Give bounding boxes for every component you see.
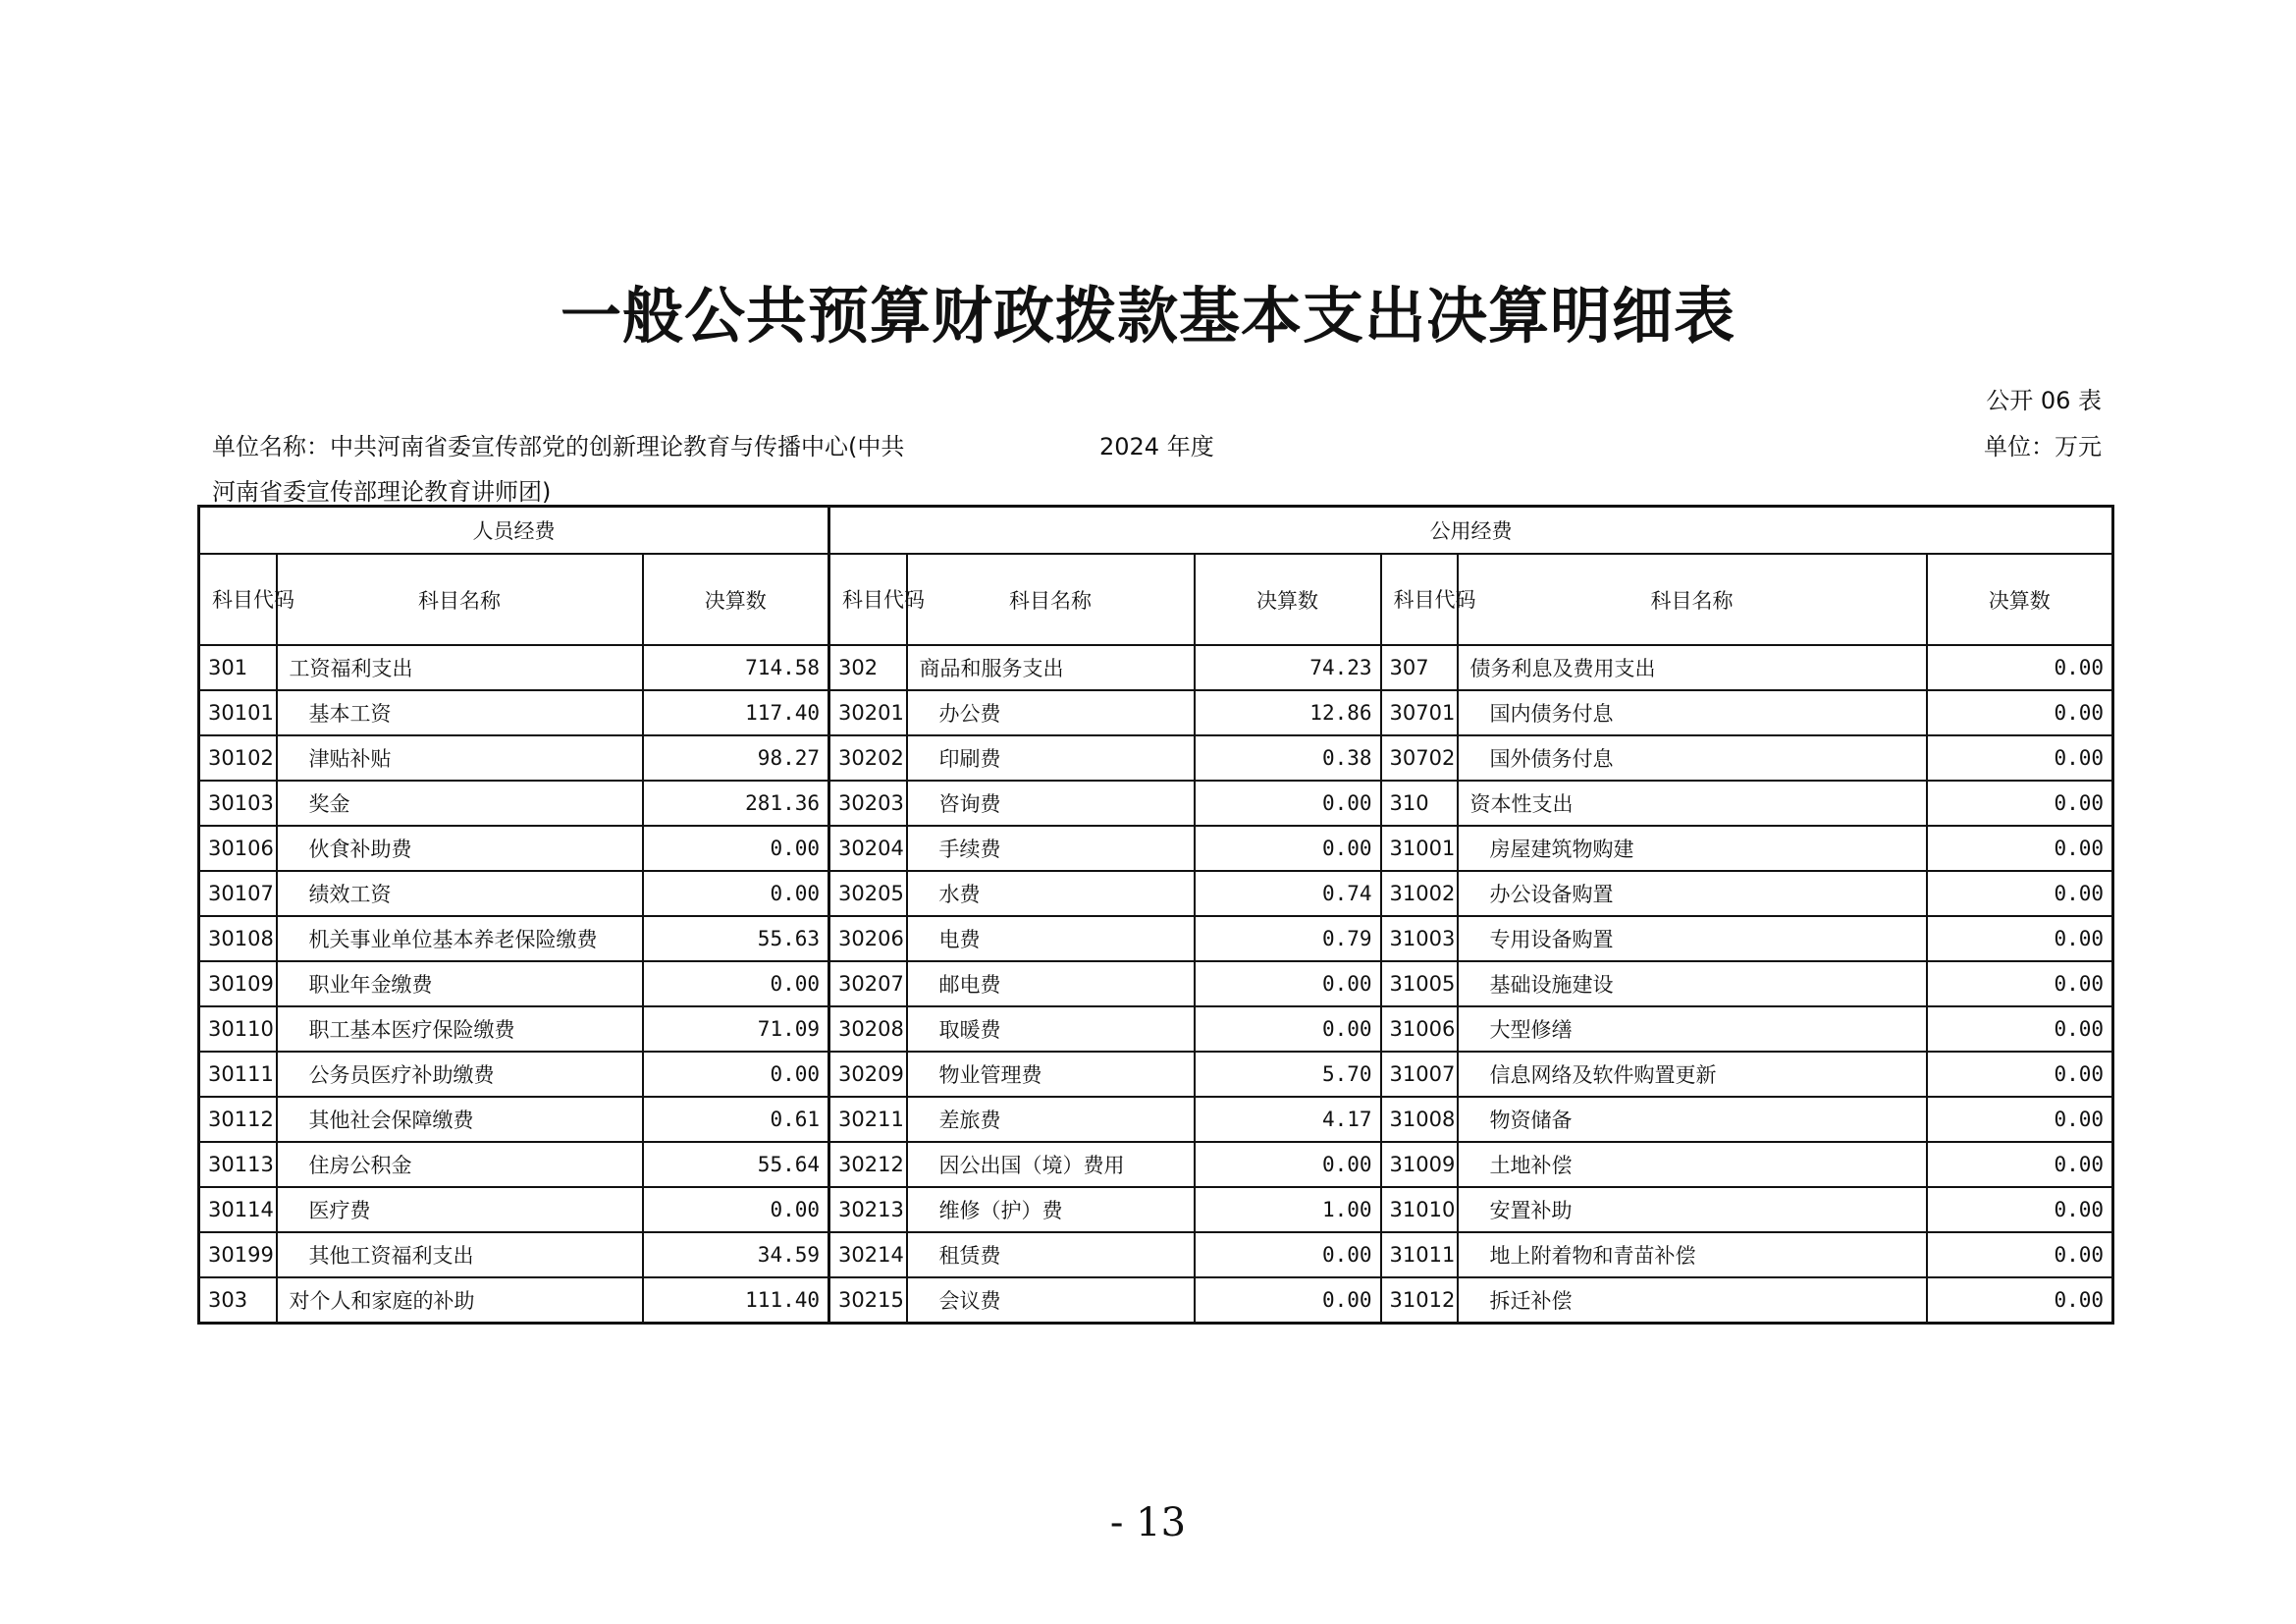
amount: 0.61 xyxy=(643,1097,829,1142)
account-code: 30103 xyxy=(199,781,277,826)
account-name: 资本性支出 xyxy=(1458,781,1927,826)
amount: 0.00 xyxy=(1927,1187,2113,1232)
column-header-amount: 决算数 xyxy=(643,554,829,645)
account-code: 31006 xyxy=(1381,1006,1458,1052)
account-code: 30702 xyxy=(1381,735,1458,781)
account-name: 会议费 xyxy=(907,1277,1195,1324)
account-name: 印刷费 xyxy=(907,735,1195,781)
amount: 0.00 xyxy=(1927,1097,2113,1142)
table-body xyxy=(199,645,2113,1324)
account-code: 301 xyxy=(199,645,277,690)
account-code: 30207 xyxy=(829,961,907,1006)
amount: 0.00 xyxy=(643,1187,829,1232)
account-name: 邮电费 xyxy=(907,961,1195,1006)
amount: 0.00 xyxy=(1927,690,2113,735)
account-name: 物资储备 xyxy=(1458,1097,1927,1142)
amount: 0.00 xyxy=(1927,1052,2113,1097)
account-name: 拆迁补偿 xyxy=(1458,1277,1927,1324)
account-code: 30701 xyxy=(1381,690,1458,735)
group-header-personnel: 人员经费 xyxy=(199,507,829,555)
table-row xyxy=(199,1232,2113,1277)
account-name: 信息网络及软件购置更新 xyxy=(1458,1052,1927,1097)
account-code: 31001 xyxy=(1381,826,1458,871)
amount: 117.40 xyxy=(643,690,829,735)
account-name: 机关事业单位基本养老保险缴费 xyxy=(277,916,643,961)
amount: 34.59 xyxy=(643,1232,829,1277)
table-row xyxy=(199,916,2113,961)
account-name: 国外债务付息 xyxy=(1458,735,1927,781)
account-name: 国内债务付息 xyxy=(1458,690,1927,735)
account-code: 31003 xyxy=(1381,916,1458,961)
table-row xyxy=(199,1187,2113,1232)
account-name: 办公设备购置 xyxy=(1458,871,1927,916)
amount: 12.86 xyxy=(1195,690,1381,735)
amount: 0.79 xyxy=(1195,916,1381,961)
account-code: 30204 xyxy=(829,826,907,871)
account-name: 其他工资福利支出 xyxy=(277,1232,643,1277)
account-code: 30205 xyxy=(829,871,907,916)
account-code: 31009 xyxy=(1381,1142,1458,1187)
account-name: 租赁费 xyxy=(907,1232,1195,1277)
account-code: 30212 xyxy=(829,1142,907,1187)
amount: 0.00 xyxy=(1927,645,2113,690)
amount: 74.23 xyxy=(1195,645,1381,690)
account-code: 30199 xyxy=(199,1232,277,1277)
account-code: 30202 xyxy=(829,735,907,781)
table-row xyxy=(199,961,2113,1006)
account-code: 30107 xyxy=(199,871,277,916)
column-header-name: 科目名称 xyxy=(1458,554,1927,645)
table-row xyxy=(199,735,2113,781)
account-name: 基础设施建设 xyxy=(1458,961,1927,1006)
amount: 0.00 xyxy=(1927,1232,2113,1277)
unit-name-line-2: 河南省委宣传部理论教育讲师团) xyxy=(212,478,552,506)
account-name: 差旅费 xyxy=(907,1097,1195,1142)
account-code: 31012 xyxy=(1381,1277,1458,1324)
account-code: 30102 xyxy=(199,735,277,781)
amount: 0.00 xyxy=(1927,1142,2113,1187)
column-header-amount: 决算数 xyxy=(1195,554,1381,645)
account-code: 30110 xyxy=(199,1006,277,1052)
table-row xyxy=(199,1006,2113,1052)
account-name: 住房公积金 xyxy=(277,1142,643,1187)
account-code: 30112 xyxy=(199,1097,277,1142)
account-code: 30215 xyxy=(829,1277,907,1324)
unit-name xyxy=(212,424,904,514)
account-code: 30201 xyxy=(829,690,907,735)
account-code: 30108 xyxy=(199,916,277,961)
account-name: 专用设备购置 xyxy=(1458,916,1927,961)
amount: 0.00 xyxy=(1195,826,1381,871)
account-name: 职工基本医疗保险缴费 xyxy=(277,1006,643,1052)
account-name: 咨询费 xyxy=(907,781,1195,826)
amount: 0.00 xyxy=(643,826,829,871)
page-number: - 13 xyxy=(1109,1500,1187,1545)
account-code: 30206 xyxy=(829,916,907,961)
amount: 0.00 xyxy=(1927,826,2113,871)
account-code: 31008 xyxy=(1381,1097,1458,1142)
amount: 0.74 xyxy=(1195,871,1381,916)
account-name: 维修（护）费 xyxy=(907,1187,1195,1232)
account-name: 办公费 xyxy=(907,690,1195,735)
amount: 0.00 xyxy=(1927,1006,2113,1052)
column-header-code: 科目代码 xyxy=(829,554,907,645)
amount: 0.00 xyxy=(1195,1277,1381,1324)
account-name: 医疗费 xyxy=(277,1187,643,1232)
account-name: 土地补偿 xyxy=(1458,1142,1927,1187)
account-name: 大型修缮 xyxy=(1458,1006,1927,1052)
table-row xyxy=(199,1277,2113,1324)
account-code: 30101 xyxy=(199,690,277,735)
amount: 281.36 xyxy=(643,781,829,826)
amount: 0.00 xyxy=(1927,871,2113,916)
table-row xyxy=(199,645,2113,690)
table-row xyxy=(199,1097,2113,1142)
amount: 0.38 xyxy=(1195,735,1381,781)
account-code: 30211 xyxy=(829,1097,907,1142)
account-code: 303 xyxy=(199,1277,277,1324)
account-name: 工资福利支出 xyxy=(277,645,643,690)
column-header-code: 科目代码 xyxy=(199,554,277,645)
amount: 0.00 xyxy=(1927,916,2113,961)
amount: 0.00 xyxy=(1927,781,2113,826)
amount: 55.64 xyxy=(643,1142,829,1187)
column-header-name: 科目名称 xyxy=(277,554,643,645)
account-name: 因公出国（境）费用 xyxy=(907,1142,1195,1187)
account-name: 商品和服务支出 xyxy=(907,645,1195,690)
amount: 71.09 xyxy=(643,1006,829,1052)
form-number: 公开 06 表 xyxy=(1986,387,2102,414)
table-row xyxy=(199,1142,2113,1187)
account-name: 水费 xyxy=(907,871,1195,916)
account-code: 30114 xyxy=(199,1187,277,1232)
account-code: 31007 xyxy=(1381,1052,1458,1097)
account-code: 31005 xyxy=(1381,961,1458,1006)
table-row xyxy=(199,781,2113,826)
account-name: 电费 xyxy=(907,916,1195,961)
account-name: 对个人和家庭的补助 xyxy=(277,1277,643,1324)
amount: 0.00 xyxy=(1195,961,1381,1006)
account-code: 30109 xyxy=(199,961,277,1006)
amount: 4.17 xyxy=(1195,1097,1381,1142)
account-name: 伙食补助费 xyxy=(277,826,643,871)
account-code: 30111 xyxy=(199,1052,277,1097)
amount: 55.63 xyxy=(643,916,829,961)
document-title: 一般公共预算财政拨款基本支出决算明细表 xyxy=(560,280,1735,352)
account-code: 30203 xyxy=(829,781,907,826)
account-name: 奖金 xyxy=(277,781,643,826)
account-name: 取暖费 xyxy=(907,1006,1195,1052)
amount: 0.00 xyxy=(643,871,829,916)
column-header-name: 科目名称 xyxy=(907,554,1195,645)
account-name: 绩效工资 xyxy=(277,871,643,916)
amount: 714.58 xyxy=(643,645,829,690)
account-name: 职业年金缴费 xyxy=(277,961,643,1006)
account-name: 手续费 xyxy=(907,826,1195,871)
account-name: 房屋建筑物购建 xyxy=(1458,826,1927,871)
amount: 1.00 xyxy=(1195,1187,1381,1232)
table-row xyxy=(199,1052,2113,1097)
account-code: 31002 xyxy=(1381,871,1458,916)
amount: 0.00 xyxy=(1927,961,2113,1006)
expenditure-detail-table xyxy=(197,505,2114,1325)
table-row xyxy=(199,690,2113,735)
account-code: 30209 xyxy=(829,1052,907,1097)
group-header-public: 公用经费 xyxy=(829,507,2113,555)
amount: 0.00 xyxy=(1195,1232,1381,1277)
amount: 0.00 xyxy=(1195,781,1381,826)
account-name: 其他社会保障缴费 xyxy=(277,1097,643,1142)
amount: 0.00 xyxy=(643,961,829,1006)
unit-name-line-1: 单位名称：中共河南省委宣传部党的创新理论教育与传播中心(中共 xyxy=(212,433,905,460)
account-name: 基本工资 xyxy=(277,690,643,735)
account-code: 30106 xyxy=(199,826,277,871)
account-code: 307 xyxy=(1381,645,1458,690)
account-name: 债务利息及费用支出 xyxy=(1458,645,1927,690)
account-code: 30208 xyxy=(829,1006,907,1052)
amount: 98.27 xyxy=(643,735,829,781)
currency-unit: 单位：万元 xyxy=(1984,433,2102,460)
column-header-code: 科目代码 xyxy=(1381,554,1458,645)
account-name: 安置补助 xyxy=(1458,1187,1927,1232)
account-code: 30214 xyxy=(829,1232,907,1277)
account-code: 302 xyxy=(829,645,907,690)
account-name: 公务员医疗补助缴费 xyxy=(277,1052,643,1097)
account-code: 30113 xyxy=(199,1142,277,1187)
fiscal-year: 2024 年度 xyxy=(1099,433,1214,460)
amount: 0.00 xyxy=(1195,1142,1381,1187)
amount: 111.40 xyxy=(643,1277,829,1324)
table-row xyxy=(199,826,2113,871)
account-code: 31011 xyxy=(1381,1232,1458,1277)
amount: 0.00 xyxy=(643,1052,829,1097)
column-header-amount: 决算数 xyxy=(1927,554,2113,645)
amount: 5.70 xyxy=(1195,1052,1381,1097)
account-name: 物业管理费 xyxy=(907,1052,1195,1097)
account-name: 地上附着物和青苗补偿 xyxy=(1458,1232,1927,1277)
amount: 0.00 xyxy=(1927,1277,2113,1324)
amount: 0.00 xyxy=(1195,1006,1381,1052)
account-name: 津贴补贴 xyxy=(277,735,643,781)
amount: 0.00 xyxy=(1927,735,2113,781)
account-code: 310 xyxy=(1381,781,1458,826)
table-row xyxy=(199,871,2113,916)
account-code: 30213 xyxy=(829,1187,907,1232)
account-code: 31010 xyxy=(1381,1187,1458,1232)
